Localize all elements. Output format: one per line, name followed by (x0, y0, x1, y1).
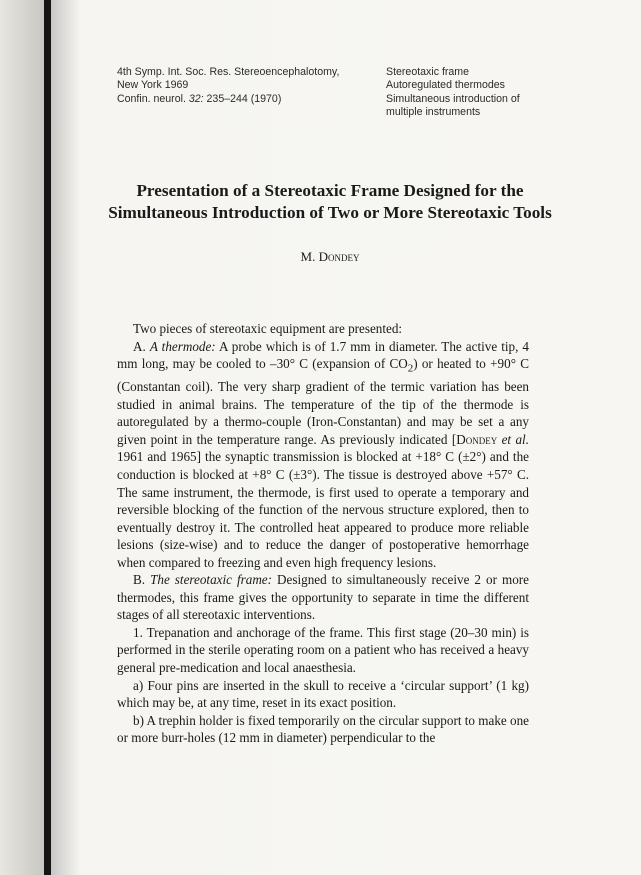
pages-year: 235–244 (1970) (203, 92, 282, 105)
paragraph-frame (117, 571, 529, 624)
citation-line-2: New York 1969 (117, 79, 189, 92)
subscript: 2 (407, 362, 414, 375)
keywords-block (386, 66, 586, 120)
binding-edge (0, 0, 44, 875)
citation-block (117, 66, 387, 106)
author-surname: Dondey (318, 249, 360, 264)
section-heading: The stereotaxic frame: (150, 572, 273, 588)
citation-author: Dondey (456, 431, 498, 447)
body-text (117, 320, 529, 747)
section-heading: A thermode: (149, 338, 216, 354)
paragraph-trephin: b) A trephin holder is fixed temporarily on the circular support to make one or more burr-holes (12 mm in diameter) perpendicular to the (117, 712, 529, 746)
volume-number: 32: (188, 92, 204, 105)
keyword: Stereotaxic frame (386, 66, 470, 78)
title-line-2: Simultaneous Introduction of Two or More Stereotaxic Tools (108, 203, 552, 222)
gutter-shadow (51, 0, 81, 875)
author (100, 249, 560, 265)
section-label: B. (133, 572, 151, 588)
paper-title (100, 180, 560, 224)
keyword: Simultaneous introduction of (386, 92, 520, 105)
paragraph-text: Designed to simultaneously receive 2 or more thermodes, this frame gives the opportunity to separate in time the different stages of all stereotaxic interventions. (117, 572, 529, 623)
paragraph-text: A probe which is of 1.7 mm in diameter. The active tip, 4 mm long, may be cooled to –30° C (expansion of CO (117, 338, 529, 372)
paragraph-text: 1961 and 1965] the synaptic transmission is blocked at +18° C (±2°) and the conduction is blocked at +8° C (±3°). The tissue is destroyed above +57° C. The same instrument, the thermode, is first used to operate a temporary and reversible blocking of the function of the nervous structure explored, then to eventually destroy it. The controlled heat appeared to produce more reliable lesions (size-wise) and to reduce the danger of postoperative hemorrhage when compared to freezing and even high frequency lesions. (117, 449, 529, 570)
binding-gutter (44, 0, 51, 875)
citation-line-3 (117, 93, 387, 106)
journal-name: Confin. neurol. (117, 92, 189, 105)
author-initial: M. (300, 249, 319, 264)
citation-line-1: 4th Symp. Int. Soc. Res. Stereoencephalotomy, (117, 66, 340, 78)
keyword: multiple instruments (386, 106, 481, 119)
paragraph-pins: a) Four pins are inserted in the skull to receive a ‘circular support’ (1 kg) which may be, at any time, reset in its exact position. (117, 677, 529, 711)
paragraph-intro: Two pieces of stereotaxic equipment are presented: (133, 321, 403, 336)
paragraph-text: ) or heated to +90° C (Constantan coil). The very sharp gradient of the termic variation has been studied in animal brains. The temperature of the tip of the thermode is autoregulated by a thermo-couple (Iron-Constantan) and may be set a any given point in the temperature range. As previously indicated [ (117, 356, 529, 447)
keyword: Autoregulated thermodes (386, 79, 505, 92)
paragraph-thermode (117, 338, 529, 572)
section-label: A. (133, 338, 150, 354)
paragraph-trepanation: 1. Trepanation and anchorage of the frame. This first stage (20–30 min) is performed in the sterile operating room on a patient who has received a heavy general pre-medication and local anaesthesia. (117, 624, 529, 676)
citation-etal: et al. (497, 431, 529, 447)
title-line-1: Presentation of a Stereotaxic Frame Designed for the (136, 181, 524, 200)
